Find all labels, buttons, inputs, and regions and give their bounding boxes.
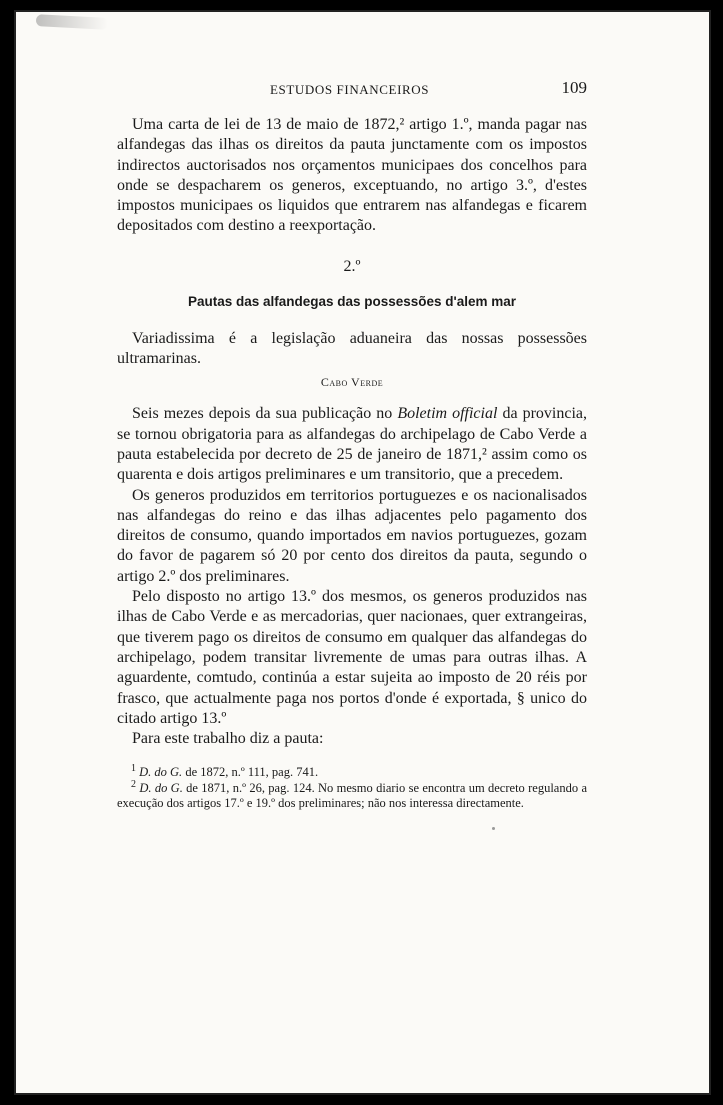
footnote-1 [117,765,587,781]
running-title: ESTUDOS FINANCEIROS [270,82,430,97]
ink-speck [492,827,495,830]
footnote-1-source: D. do G. [139,765,183,780]
paragraph-4: Os generos produzidos em territorios portuguezes e os nacionalisados nas alfandegas do reino e das ilhas adjacentes pelo pagamento dos direitos de consumo, quando importados em navios portuguezes, gozam do favor de pagarem só 20 por cento dos direitos da pauta, segundo o artigo 2.º dos preliminares. [117,486,587,585]
footnote-1-number: 1 [131,763,136,775]
paragraph-3-part-a: Seis mezes depois da sua publicação no [132,405,398,423]
boletim-official-italic: Boletim official [397,405,498,423]
subheading-cabo-verde: Cabo Verde [320,375,384,390]
page-content [117,78,587,812]
footnote-2 [117,778,587,812]
paragraph-3-part-b: da provincia, se tornou obrigatoria para as alfandegas do archipelago de Cabo Verde a pauta estabelecida por decreto de 25 de janeiro de 1871,² assim como os quarenta e dois artigos preliminares e um transitorio, que a precedem. [117,405,588,484]
book-page [14,10,711,1095]
footnote-2-text: de 1871, n.º 26, pag. 124. No mesmo diario se encontra um decreto regulando a execução dos artigos 17.º e 19.º dos preliminares; não nos interessa directamente. [117,780,587,811]
running-header [117,78,587,108]
section-heading: Pautas das alfandegas das possessões d'alem mar [187,293,517,309]
paragraph-6: Para este trabalho diz a pauta: [132,730,324,748]
footnotes [117,765,587,812]
footnote-2-source: D. do G. [139,780,183,795]
page-number: 109 [561,78,587,97]
page-smudge [36,14,109,30]
footnote-2-number: 2 [131,778,136,790]
footnote-1-text: de 1872, n.º 111, pag. 741. [182,765,319,780]
paragraph-3 [117,404,587,485]
paragraph-2: Variadissima é a legislação aduaneira das nossas possessões ultramarinas. [117,329,587,368]
section-number: 2.º [343,257,361,275]
paragraph-5: Pelo disposto no artigo 13.º dos mesmos, os generos produzidos nas ilhas de Cabo Verde e as mercadorias, quer nacionaes, quer extrangeiras, que tiverem pago os direitos de consumo em qualquer das alfandegas do archipelago, podem transitar livremente de umas para outras ilhas. A aguardente, comtudo, continúa a estar sujeita ao imposto de 20 réis por frasco, que actualmente paga nos portos d'onde é exportada, § unico do citado artigo 13.º [117,588,587,727]
paragraph-1: Uma carta de lei de 13 de maio de 1872,² artigo 1.º, manda pagar nas alfandegas das ilhas os direitos da pauta junctamente com os impostos indirectos auctorisados nos orçamentos municipaes dos concelhos para onde se despacharem os generos, exceptuando, no artigo 3.º, d'estes impostos municipaes os liquidos que entrarem nas alfandegas e ficarem depositados com destino a reexportação. [117,116,587,235]
